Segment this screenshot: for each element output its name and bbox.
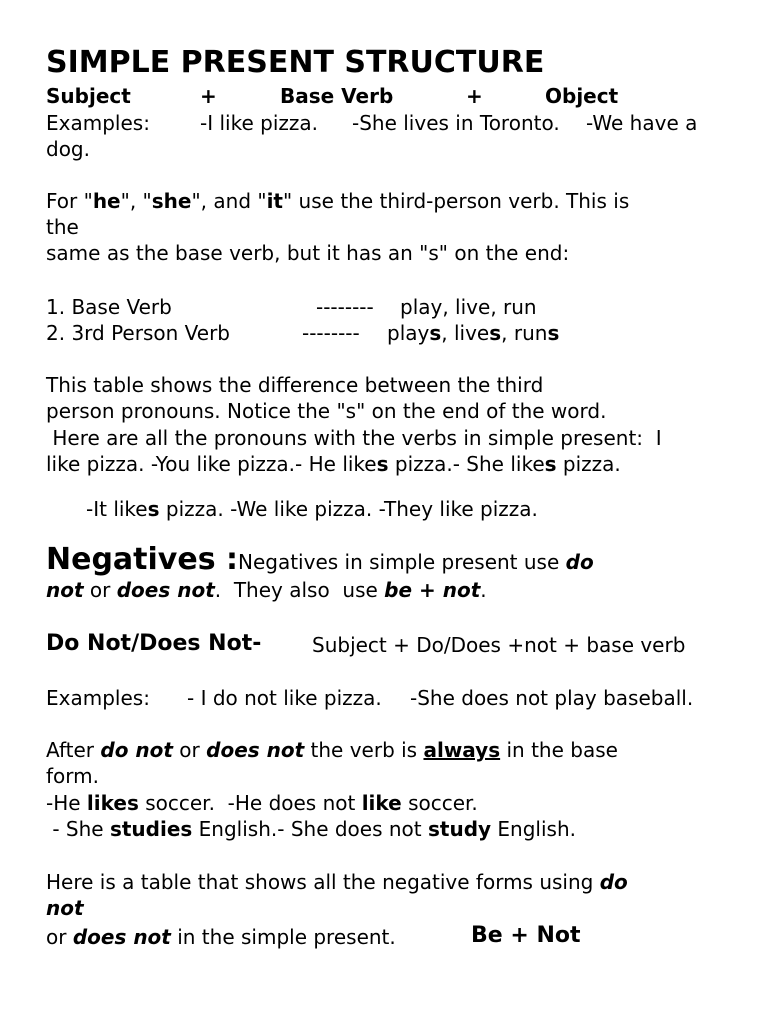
structure-object: Object bbox=[545, 84, 619, 108]
third-person-line-2: the bbox=[46, 215, 79, 239]
table-text-line-1: This table shows the difference between the third bbox=[46, 373, 544, 397]
here-line-1: Here is a table that shows all the negative forms using do bbox=[46, 870, 628, 894]
here-line-2: not bbox=[46, 896, 84, 920]
examples-2-ex-1: - I do not like pizza. bbox=[187, 686, 382, 710]
example-2: -She lives in Toronto. bbox=[352, 111, 560, 135]
table-text-line-2: person pronouns. Notice the "s" on the end of the word. bbox=[46, 399, 607, 423]
table-text-line-3: Here are all the pronouns with the verbs in simple present: I bbox=[46, 426, 662, 450]
list-item-1-label: 1. Base Verb bbox=[46, 295, 172, 319]
do-not-formula: Subject + Do/Does +not + base verb bbox=[312, 633, 686, 657]
table-text-line-5: -It likes pizza. -We like pizza. -They like pizza. bbox=[86, 497, 538, 521]
list-item-2-dashes: -------- bbox=[302, 321, 360, 345]
do-not-heading: Do Not/Does Not- bbox=[46, 631, 262, 656]
list-item-1-words: play, live, run bbox=[400, 295, 537, 319]
after-line-2: form. bbox=[46, 764, 99, 788]
negatives-line-1: Negatives :Negatives in simple present use do bbox=[46, 542, 594, 577]
structure-plus-2: + bbox=[466, 84, 483, 108]
list-item-2-words: plays, lives, runs bbox=[387, 321, 560, 345]
examples-2-ex-2: -She does not play baseball. bbox=[410, 686, 694, 710]
after-line-4: - She studies English.- She does not study English. bbox=[46, 817, 576, 841]
negatives-line-2: not or does not. They also use be + not. bbox=[46, 578, 487, 602]
third-person-line-1: For "he", "she", and "it" use the third-person verb. This is bbox=[46, 189, 630, 213]
negatives-heading: Negatives : bbox=[46, 542, 238, 577]
table-text-line-4: like pizza. -You like pizza.- He likes pizza.- She likes pizza. bbox=[46, 452, 621, 476]
examples-2-label: Examples: bbox=[46, 686, 150, 710]
example-3-cont: dog. bbox=[46, 137, 90, 161]
third-person-line-3: same as the base verb, but it has an "s" on the end: bbox=[46, 241, 570, 265]
list-item-2-label: 2. 3rd Person Verb bbox=[46, 321, 231, 345]
here-line-3: or does not in the simple present. bbox=[46, 925, 396, 949]
be-not-heading: Be + Not bbox=[471, 923, 581, 948]
structure-subject: Subject bbox=[46, 84, 131, 108]
structure-base-verb: Base Verb bbox=[280, 84, 394, 108]
list-item-1-dashes: -------- bbox=[316, 295, 374, 319]
example-1: -I like pizza. bbox=[200, 111, 318, 135]
after-line-3: -He likes soccer. -He does not like soccer. bbox=[46, 791, 478, 815]
examples-label: Examples: bbox=[46, 111, 150, 135]
page-title: SIMPLE PRESENT STRUCTURE bbox=[46, 45, 545, 80]
structure-plus-1: + bbox=[200, 84, 217, 108]
after-line-1: After do not or does not the verb is always in the base bbox=[46, 738, 618, 762]
example-3: -We have a bbox=[586, 111, 698, 135]
